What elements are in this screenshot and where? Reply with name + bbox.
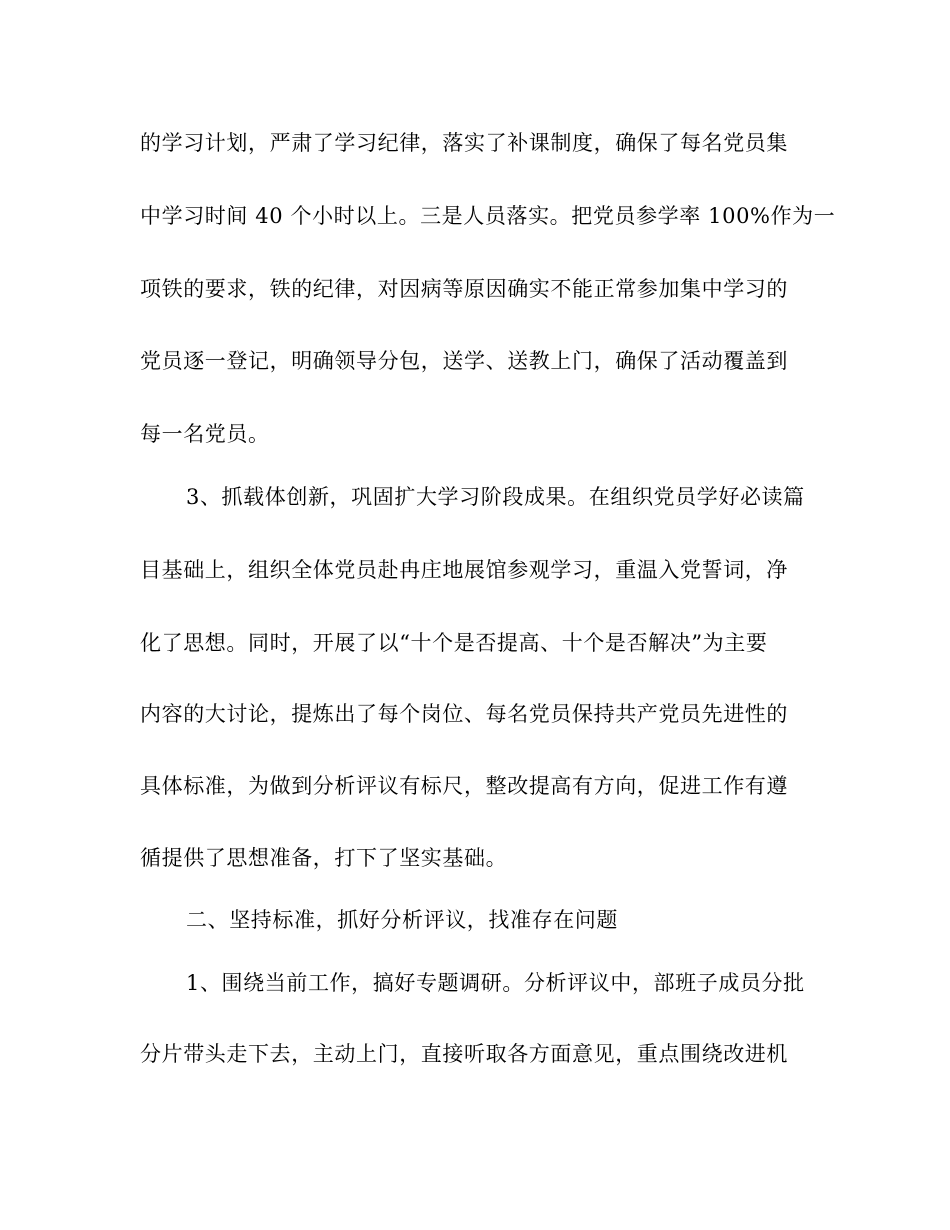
paragraph-start-line: 1、围绕当前工作，搞好专题调研。分析评议中，部班子成员分批 <box>186 971 805 995</box>
text-line: 中学习时间 40 个小时以上。三是人员落实。把党员参学率 100%作为一 <box>140 204 836 228</box>
paragraph-start-line: 3、抓载体创新，巩固扩大学习阶段成果。在组织党员学好必读篇 <box>186 485 805 509</box>
text-line: 分片带头走下去，主动上门，直接听取各方面意见，重点围绕改进机 <box>140 1042 788 1066</box>
text-line: 循提供了思想准备，打下了坚实基础。 <box>140 846 508 870</box>
section-heading: 二、坚持标准，抓好分析评议，找准存在问题 <box>186 908 618 932</box>
text-line: 内容的大讨论，提炼出了每个岗位、每名党员保持共产党员先进性的 <box>140 702 788 726</box>
text-line: 党员逐一登记，明确领导分包，送学、送教上门，确保了活动覆盖到 <box>140 349 788 373</box>
text-line: 的学习计划，严肃了学习纪律，落实了补课制度，确保了每名党员集 <box>140 131 788 155</box>
text-line: 项铁的要求，铁的纪律，对因病等原因确实不能正常参加集中学习的 <box>140 277 788 301</box>
text-line: 化了思想。同时，开展了以“十个是否提高、十个是否解决”为主要 <box>140 631 768 655</box>
text-line: 每一名党员。 <box>140 422 270 446</box>
text-line: 具体标准，为做到分析评议有标尺，整改提高有方向，促进工作有遵 <box>140 774 788 798</box>
text-line: 目基础上，组织全体党员赴冉庄地展馆参观学习，重温入党誓词，净 <box>140 558 788 582</box>
